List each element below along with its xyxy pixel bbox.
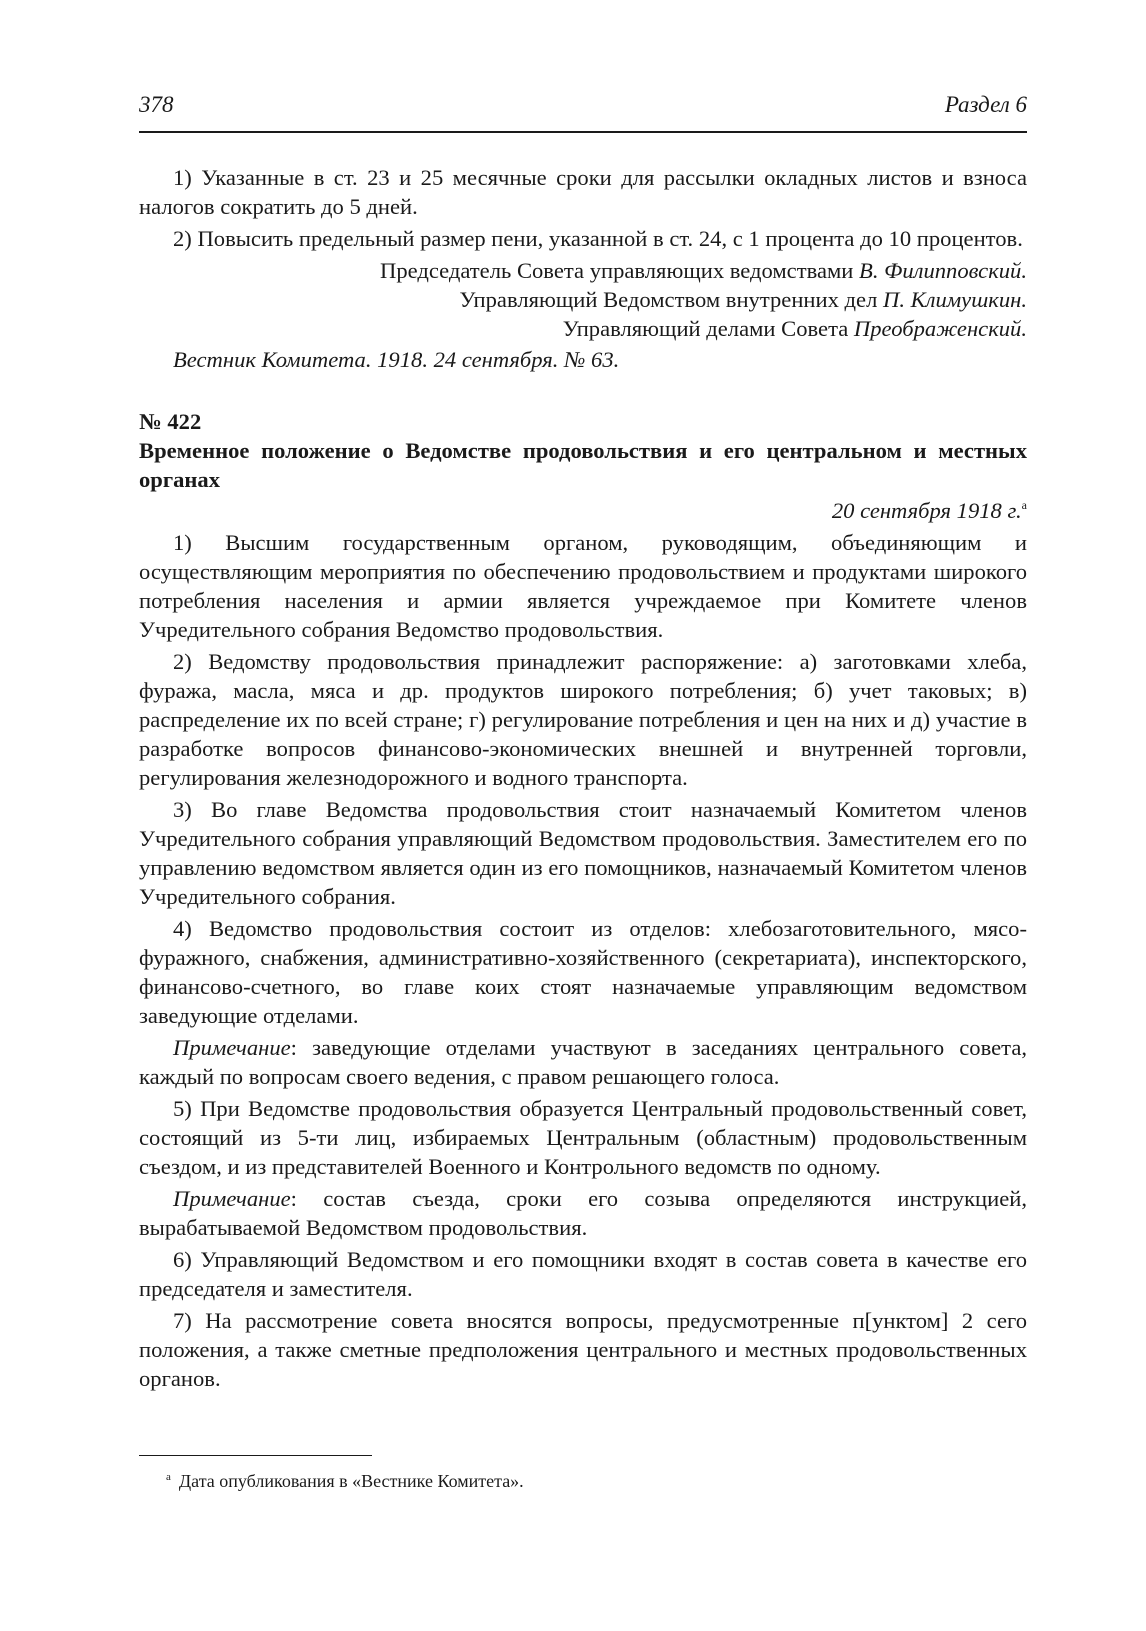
running-header bbox=[139, 92, 1027, 124]
document-title: Временное положение о Ведомстве продовольствия и его центральном и местных органах bbox=[139, 438, 1027, 492]
signature-name: Преображенский. bbox=[853, 316, 1027, 341]
paragraph-7: 7) На рассмотрение совета вносятся вопросы, предусмотренные п[унктом] 2 сего положения, а также сметные предположения центрального и местных продовольственных органов. bbox=[139, 1308, 1027, 1391]
signature-title: Председатель Совета управляющих ведомствами bbox=[380, 258, 854, 283]
paragraph-1: 1) Высшим государственным органом, руководящим, объединяющим и осуществляющим мероприятия по обеспечению продовольствием и продуктами широкого потребления населения и армии является учреждаемое при Комитете членов Учредительного собрания Ведомство продовольствия. bbox=[139, 530, 1027, 642]
footnote-mark: а bbox=[166, 1471, 171, 1483]
paragraph-5: 5) При Ведомстве продовольствия образуется Центральный продовольственный совет, состоящий из 5-ти лиц, избираемых Центральным (областным) продовольственным съездом, и из представителей Военного и Контрольного ведомств по одному. bbox=[139, 1096, 1027, 1179]
signature-title: Управляющий Ведомством внутренних дел bbox=[459, 287, 878, 312]
page-number: 378 bbox=[139, 92, 174, 117]
paragraph-3: 3) Во главе Ведомства продовольствия стоит назначаемый Комитетом членов Учредительного собрания управляющий Ведомством продовольствия. Заместителем его по управлению ведомством является один из его помощников, назначаемый Комитетом членов Учредительного собрания. bbox=[139, 797, 1027, 909]
paragraph-6: 6) Управляющий Ведомством и его помощники входят в состав совета в качестве его председателя и заместителя. bbox=[139, 1247, 1027, 1301]
note-label: Примечание bbox=[173, 1186, 291, 1211]
header-rule bbox=[139, 131, 1027, 133]
body-text bbox=[139, 163, 1027, 1393]
signature-name: П. Климушкин. bbox=[883, 287, 1027, 312]
note-label: Примечание bbox=[173, 1035, 291, 1060]
note-1 bbox=[139, 1033, 1027, 1091]
signature-title: Управляющий делами Совета bbox=[562, 316, 849, 341]
signature-line bbox=[139, 285, 1027, 314]
footnote-rule bbox=[139, 1455, 372, 1456]
document-date bbox=[139, 496, 1027, 525]
source-citation: Вестник Комитета. 1918. 24 сентября. № 63. bbox=[173, 347, 620, 372]
prev-paragraph-2: 2) Повысить предельный размер пени, указанной в ст. 24, с 1 процента до 10 процентов. bbox=[173, 226, 1023, 251]
prev-paragraph-1: 1) Указанные в ст. 23 и 25 месячные сроки для рассылки окладных листов и взноса налогов сократить до 5 дней. bbox=[139, 165, 1027, 219]
date-text: 20 сентября 1918 г. bbox=[831, 498, 1022, 523]
section-title: Раздел 6 bbox=[944, 92, 1027, 117]
paragraph-2: 2) Ведомству продовольствия принадлежит распоряжение: а) заготовками хлеба, фуража, масла, мяса и др. продуктов широкого потребления; б) учет таковых; в) распределение их по всей стране; г) регулирование потребления и цен на них и д) участие в разработке вопросов финансово-экономических внешней и внутренней торговли, регулирования железнодорожного и водного транспорта. bbox=[139, 649, 1027, 790]
note-2 bbox=[139, 1184, 1027, 1242]
signature-block bbox=[139, 256, 1027, 343]
footnote bbox=[166, 1469, 524, 1493]
signature-line bbox=[139, 256, 1027, 285]
note-text: : заведующие отделами участвуют в заседаниях центрального совета, каждый по вопросам своего ведения, с правом решающего голоса. bbox=[139, 1035, 1027, 1089]
document-number: № 422 bbox=[139, 409, 202, 434]
note-text: : состав съезда, сроки его созыва определяются инструкцией, вырабатываемой Ведомством продовольствия. bbox=[139, 1186, 1027, 1240]
signature-name: В. Филипповский. bbox=[859, 258, 1027, 283]
footnote-text: Дата опубликования в «Вестнике Комитета». bbox=[178, 1471, 524, 1491]
footnote-ref: а bbox=[1021, 498, 1027, 512]
signature-line bbox=[139, 314, 1027, 343]
paragraph-4: 4) Ведомство продовольствия состоит из отделов: хлебозаготовительного, мясо-фуражного, снабжения, административно-хозяйственного (секретариата), инспекторского, финансово-счетного, во главе коих стоят назначаемые управляющим ведомством заведующие отделами. bbox=[139, 916, 1027, 1028]
